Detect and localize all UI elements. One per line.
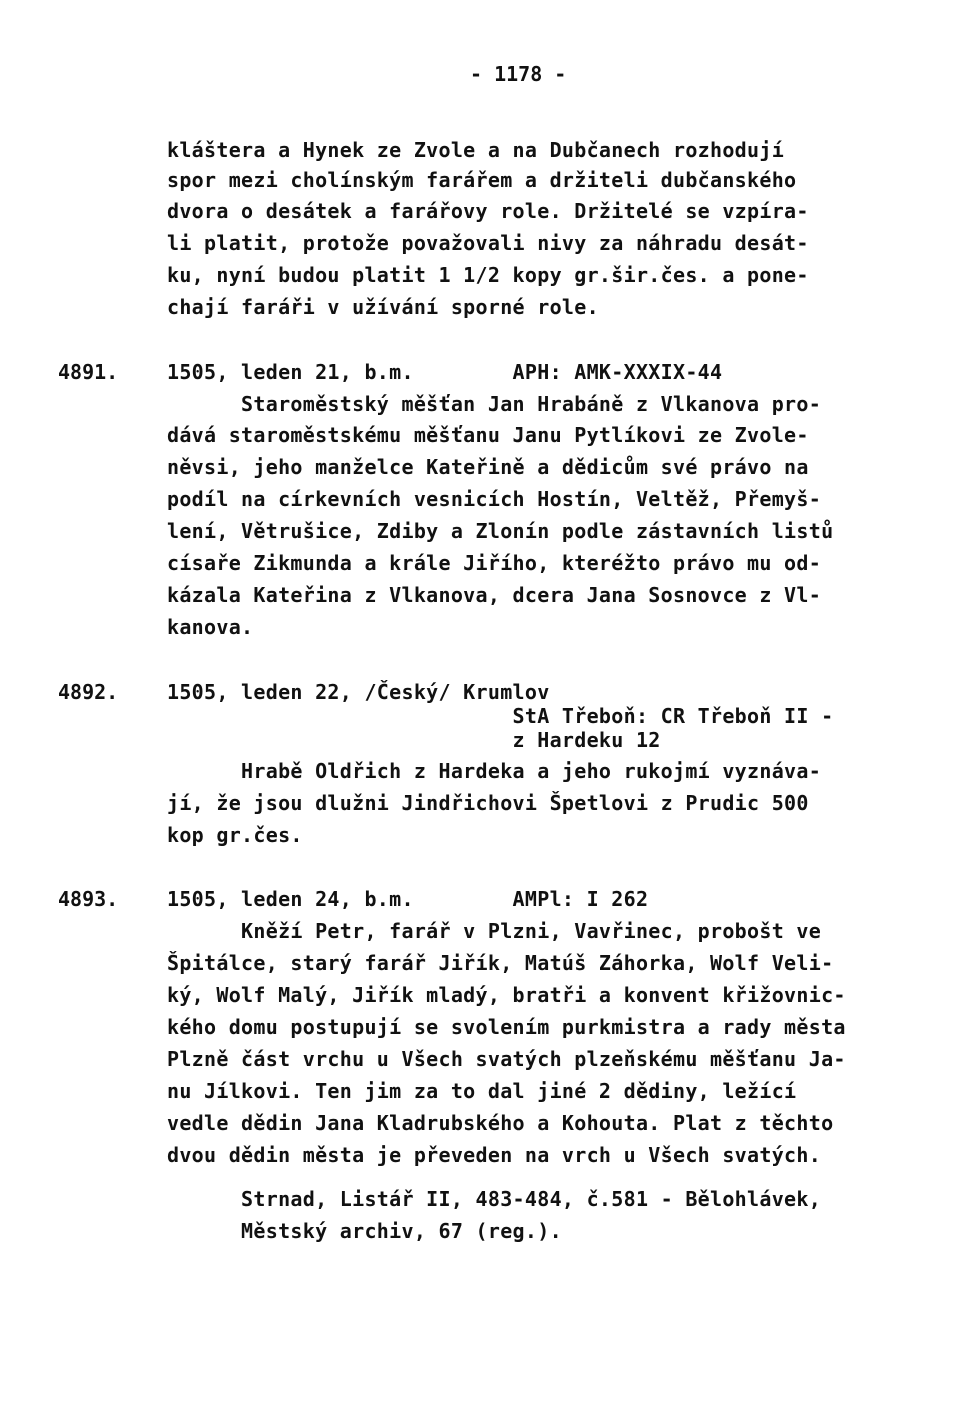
intro-line: chají faráři v užívání sporné role. <box>167 295 599 319</box>
entry-line: vedle dědin Jana Kladrubského a Kohouta. Plat z těchto <box>167 1111 834 1135</box>
entry-line: Staroměstský měšťan Jan Hrabáně z Vlkanova pro- <box>167 392 822 416</box>
entry-line: Špitálce, starý farář Jiřík, Matúš Záhorka, Wolf Veli- <box>167 951 834 975</box>
entry-number: 4891. <box>58 360 119 384</box>
entry-line: lení, Větrušice, Zdiby a Zlonín podle zástavních listů <box>167 519 834 543</box>
entry-line: 1505, leden 24, b.m. AMPl: I 262 <box>167 887 649 911</box>
entry-line: 1505, leden 21, b.m. APH: AMK-XXXIX-44 <box>167 360 723 384</box>
entry-line: ký, Wolf Malý, Jiřík mladý, bratři a konvent křižovnic- <box>167 983 846 1007</box>
intro-line: ku, nyní budou platit 1 1/2 kopy gr.šir.čes. a pone- <box>167 263 809 287</box>
entry-line: kop gr.čes. <box>167 823 303 847</box>
entry-citation: Městský archiv, 67 (reg.). <box>167 1219 562 1243</box>
entry-number: 4893. <box>58 887 119 911</box>
entry-line: něvsi, jeho manželce Kateřině a dědicům své právo na <box>167 455 809 479</box>
entry-line: kanova. <box>167 615 254 639</box>
page-number: - 1178 - <box>470 62 567 86</box>
entry-number: 4892. <box>58 680 119 704</box>
entry-line: jí, že jsou dlužni Jindřichovi Špetlovi z Prudic 500 <box>167 791 809 815</box>
entry-line: dvou dědin města je převeden na vrch u Všech svatých. <box>167 1143 822 1167</box>
entry-line: císaře Zikmunda a krále Jiřího, kteréžto právo mu od- <box>167 551 822 575</box>
entry-line: kého domu postupují se svolením purkmistra a rady města <box>167 1015 846 1039</box>
intro-line: li platit, protože považovali nivy za náhradu desát- <box>167 231 809 255</box>
entry-line: Plzně část vrchu u Všech svatých plzeňskému měšťanu Ja- <box>167 1047 846 1071</box>
intro-line: spor mezi cholínským farářem a držiteli dubčanského <box>167 168 797 192</box>
entry-line: nu Jílkovi. Ten jim za to dal jiné 2 dědiny, ležící <box>167 1079 797 1103</box>
entry-line: podíl na církevních vesnicích Hostín, Veltěž, Přemyš- <box>167 487 822 511</box>
entry-line: Kněží Petr, farář v Plzni, Vavřinec, probošt ve <box>167 919 822 943</box>
entry-line: StA Třeboň: CR Třeboň II - <box>167 704 834 728</box>
entry-line: kázala Kateřina z Vlkanova, dcera Jana Sosnovce z Vl- <box>167 583 822 607</box>
entry-line: z Hardeku 12 <box>167 728 661 752</box>
entry-line: dává staroměstskému měšťanu Janu Pytlíkovi ze Zvole- <box>167 423 809 447</box>
intro-line: dvora o desátek a farářovy role. Držitelé se vzpíra- <box>167 199 809 223</box>
intro-line: kláštera a Hynek ze Zvole a na Dubčanech rozhodují <box>167 138 785 162</box>
entry-citation: Strnad, Listář II, 483-484, č.581 - Bělohlávek, <box>167 1187 822 1211</box>
entry-line: Hrabě Oldřich z Hardeka a jeho rukojmí vyznáva- <box>167 759 822 783</box>
entry-line: 1505, leden 22, /Český/ Krumlov <box>167 680 550 704</box>
